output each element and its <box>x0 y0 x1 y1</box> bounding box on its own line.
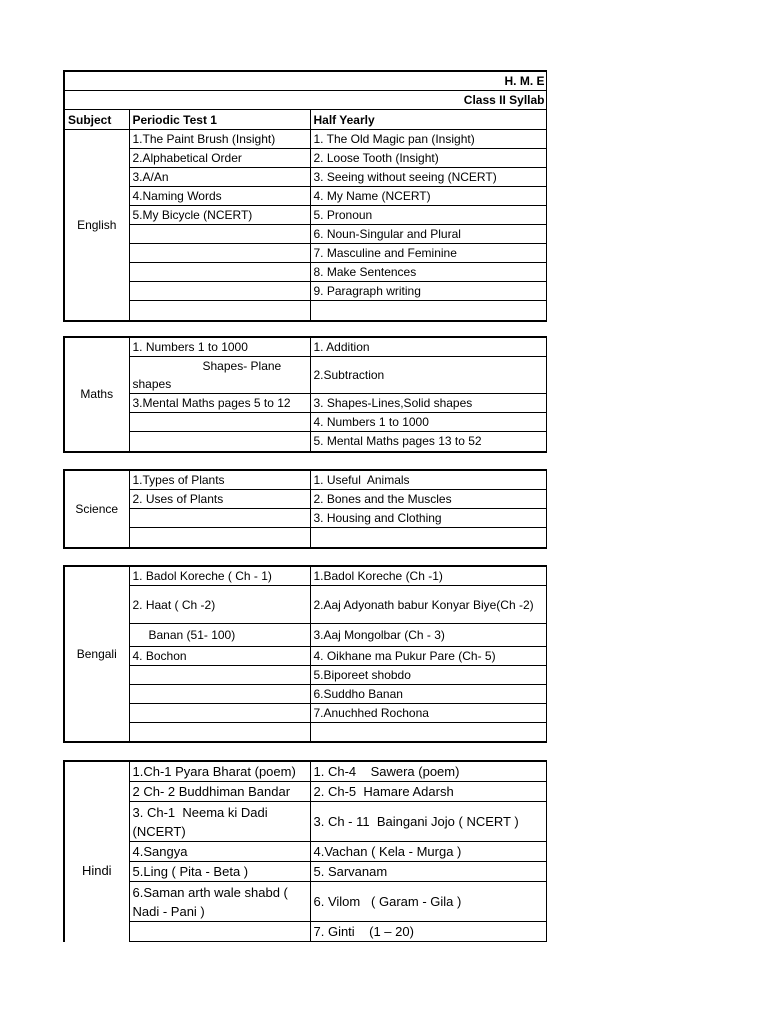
periodic-test-1-cell: 4. Bochon <box>129 647 310 666</box>
half-yearly-cell: 2.Aaj Adyonath babur Konyar Biye(Ch -2) <box>310 586 546 624</box>
periodic-test-1-cell: Shapes- Plane shapes <box>129 357 310 394</box>
half-yearly-cell: 2.Subtraction <box>310 357 546 394</box>
half-yearly-cell: 3. Ch - 11 Baingani Jojo ( NCERT ) <box>310 802 546 842</box>
column-header-periodic-test-1: Periodic Test 1 <box>129 110 310 130</box>
half-yearly-cell: 1. Useful Animals <box>310 470 546 490</box>
periodic-test-1-cell <box>129 723 310 742</box>
syllabus-title-row <box>64 91 546 110</box>
periodic-test-1-cell <box>129 413 310 432</box>
half-yearly-cell <box>310 723 546 742</box>
periodic-test-1-cell: 4.Naming Words <box>129 187 310 206</box>
table-row <box>64 187 546 206</box>
half-yearly-cell: 5. Mental Maths pages 13 to 52 <box>310 432 546 452</box>
subject-label: English <box>64 130 129 321</box>
table-row <box>64 206 546 225</box>
periodic-test-1-cell: 1.Ch-1 Pyara Bharat (poem) <box>129 761 310 782</box>
table-row <box>64 685 546 704</box>
periodic-test-1-cell: 1. Numbers 1 to 1000 <box>129 337 310 357</box>
periodic-test-1-cell: 5.Ling ( Pita - Beta ) <box>129 862 310 882</box>
periodic-test-1-cell <box>129 432 310 452</box>
half-yearly-cell: 1. Ch-4 Sawera (poem) <box>310 761 546 782</box>
table-row <box>64 566 546 586</box>
periodic-test-1-cell: 2.Alphabetical Order <box>129 149 310 168</box>
maths-block <box>63 336 547 453</box>
table-row <box>64 922 546 942</box>
table-row <box>64 168 546 187</box>
table-row <box>64 704 546 723</box>
table-row <box>64 528 546 548</box>
bengali-block <box>63 565 547 743</box>
half-yearly-cell: 2. Ch-5 Hamare Adarsh <box>310 782 546 802</box>
half-yearly-cell: 7. Ginti (1 – 20) <box>310 922 546 942</box>
table-row <box>64 470 546 490</box>
syllabus-title: Class II Syllab <box>64 91 546 110</box>
half-yearly-cell: 2. Bones and the Muscles <box>310 490 546 509</box>
column-header-row <box>64 110 546 130</box>
table-row <box>64 782 546 802</box>
half-yearly-cell: 7. Masculine and Feminine <box>310 244 546 263</box>
half-yearly-cell: 7.Anuchhed Rochona <box>310 704 546 723</box>
table-row <box>64 509 546 528</box>
half-yearly-cell: 3.Aaj Mongolbar (Ch - 3) <box>310 624 546 647</box>
half-yearly-cell: 6. Vilom ( Garam - Gila ) <box>310 882 546 922</box>
column-header-half-yearly: Half Yearly <box>310 110 546 130</box>
subject-label: Bengali <box>64 566 129 742</box>
periodic-test-1-cell: 2. Haat ( Ch -2) <box>129 586 310 624</box>
periodic-test-1-cell <box>129 263 310 282</box>
periodic-test-1-cell <box>129 685 310 704</box>
science-block <box>63 469 547 549</box>
periodic-test-1-cell: 4.Sangya <box>129 842 310 862</box>
table-row <box>64 761 546 782</box>
half-yearly-cell: 1. Addition <box>310 337 546 357</box>
table-row <box>64 337 546 357</box>
school-name: H. M. E <box>64 71 546 91</box>
table-row <box>64 301 546 321</box>
periodic-test-1-cell <box>129 509 310 528</box>
hindi-block <box>63 760 547 942</box>
half-yearly-cell: 4. My Name (NCERT) <box>310 187 546 206</box>
table-row <box>64 357 546 394</box>
half-yearly-cell: 3. Shapes-Lines,Solid shapes <box>310 394 546 413</box>
half-yearly-cell: 6.Suddho Banan <box>310 685 546 704</box>
table-row <box>64 394 546 413</box>
half-yearly-cell: 5.Biporeet shobdo <box>310 666 546 685</box>
periodic-test-1-cell <box>129 922 310 942</box>
table-row <box>64 149 546 168</box>
periodic-test-1-cell: 1.Types of Plants <box>129 470 310 490</box>
periodic-test-1-cell: 3. Ch-1 Neema ki Dadi (NCERT) <box>129 802 310 842</box>
table-row <box>64 723 546 742</box>
table-row <box>64 490 546 509</box>
half-yearly-cell: 1.Badol Koreche (Ch -1) <box>310 566 546 586</box>
table-row <box>64 802 546 842</box>
periodic-test-1-cell: Banan (51- 100) <box>129 624 310 647</box>
table-row <box>64 225 546 244</box>
periodic-test-1-cell <box>129 704 310 723</box>
periodic-test-1-cell <box>129 244 310 263</box>
subject-label: Science <box>64 470 129 548</box>
table-row <box>64 647 546 666</box>
table-row <box>64 413 546 432</box>
subject-label: Hindi <box>64 761 129 942</box>
half-yearly-cell: 4. Oikhane ma Pukur Pare (Ch- 5) <box>310 647 546 666</box>
half-yearly-cell: 2. Loose Tooth (Insight) <box>310 149 546 168</box>
table-row <box>64 244 546 263</box>
half-yearly-cell: 3. Housing and Clothing <box>310 509 546 528</box>
half-yearly-cell: 1. The Old Magic pan (Insight) <box>310 130 546 149</box>
table-row <box>64 862 546 882</box>
table-row <box>64 432 546 452</box>
periodic-test-1-cell: 3.Mental Maths pages 5 to 12 <box>129 394 310 413</box>
half-yearly-cell: 9. Paragraph writing <box>310 282 546 301</box>
half-yearly-cell: 8. Make Sentences <box>310 263 546 282</box>
half-yearly-cell: 3. Seeing without seeing (NCERT) <box>310 168 546 187</box>
table-row <box>64 882 546 922</box>
half-yearly-cell <box>310 528 546 548</box>
table-row <box>64 130 546 149</box>
periodic-test-1-cell <box>129 225 310 244</box>
half-yearly-cell <box>310 301 546 321</box>
periodic-test-1-cell: 6.Saman arth wale shabd ( Nadi - Pani ) <box>129 882 310 922</box>
table-row <box>64 666 546 685</box>
english-block <box>63 70 547 322</box>
periodic-test-1-cell <box>129 282 310 301</box>
table-row <box>64 586 546 624</box>
periodic-test-1-cell: 5.My Bicycle (NCERT) <box>129 206 310 225</box>
half-yearly-cell: 4. Numbers 1 to 1000 <box>310 413 546 432</box>
table-row <box>64 842 546 862</box>
periodic-test-1-cell: 1. Badol Koreche ( Ch - 1) <box>129 566 310 586</box>
subject-label: Maths <box>64 337 129 452</box>
periodic-test-1-cell: 2 Ch- 2 Buddhiman Bandar <box>129 782 310 802</box>
periodic-test-1-cell: 1.The Paint Brush (Insight) <box>129 130 310 149</box>
periodic-test-1-cell <box>129 301 310 321</box>
column-header-subject: Subject <box>64 110 129 130</box>
periodic-test-1-cell: 3.A/An <box>129 168 310 187</box>
table-row <box>64 282 546 301</box>
half-yearly-cell: 5. Sarvanam <box>310 862 546 882</box>
periodic-test-1-cell: 2. Uses of Plants <box>129 490 310 509</box>
periodic-test-1-cell <box>129 666 310 685</box>
table-row <box>64 624 546 647</box>
table-row <box>64 263 546 282</box>
half-yearly-cell: 5. Pronoun <box>310 206 546 225</box>
half-yearly-cell: 4.Vachan ( Kela - Murga ) <box>310 842 546 862</box>
school-name-row <box>64 71 546 91</box>
half-yearly-cell: 6. Noun-Singular and Plural <box>310 225 546 244</box>
periodic-test-1-cell <box>129 528 310 548</box>
